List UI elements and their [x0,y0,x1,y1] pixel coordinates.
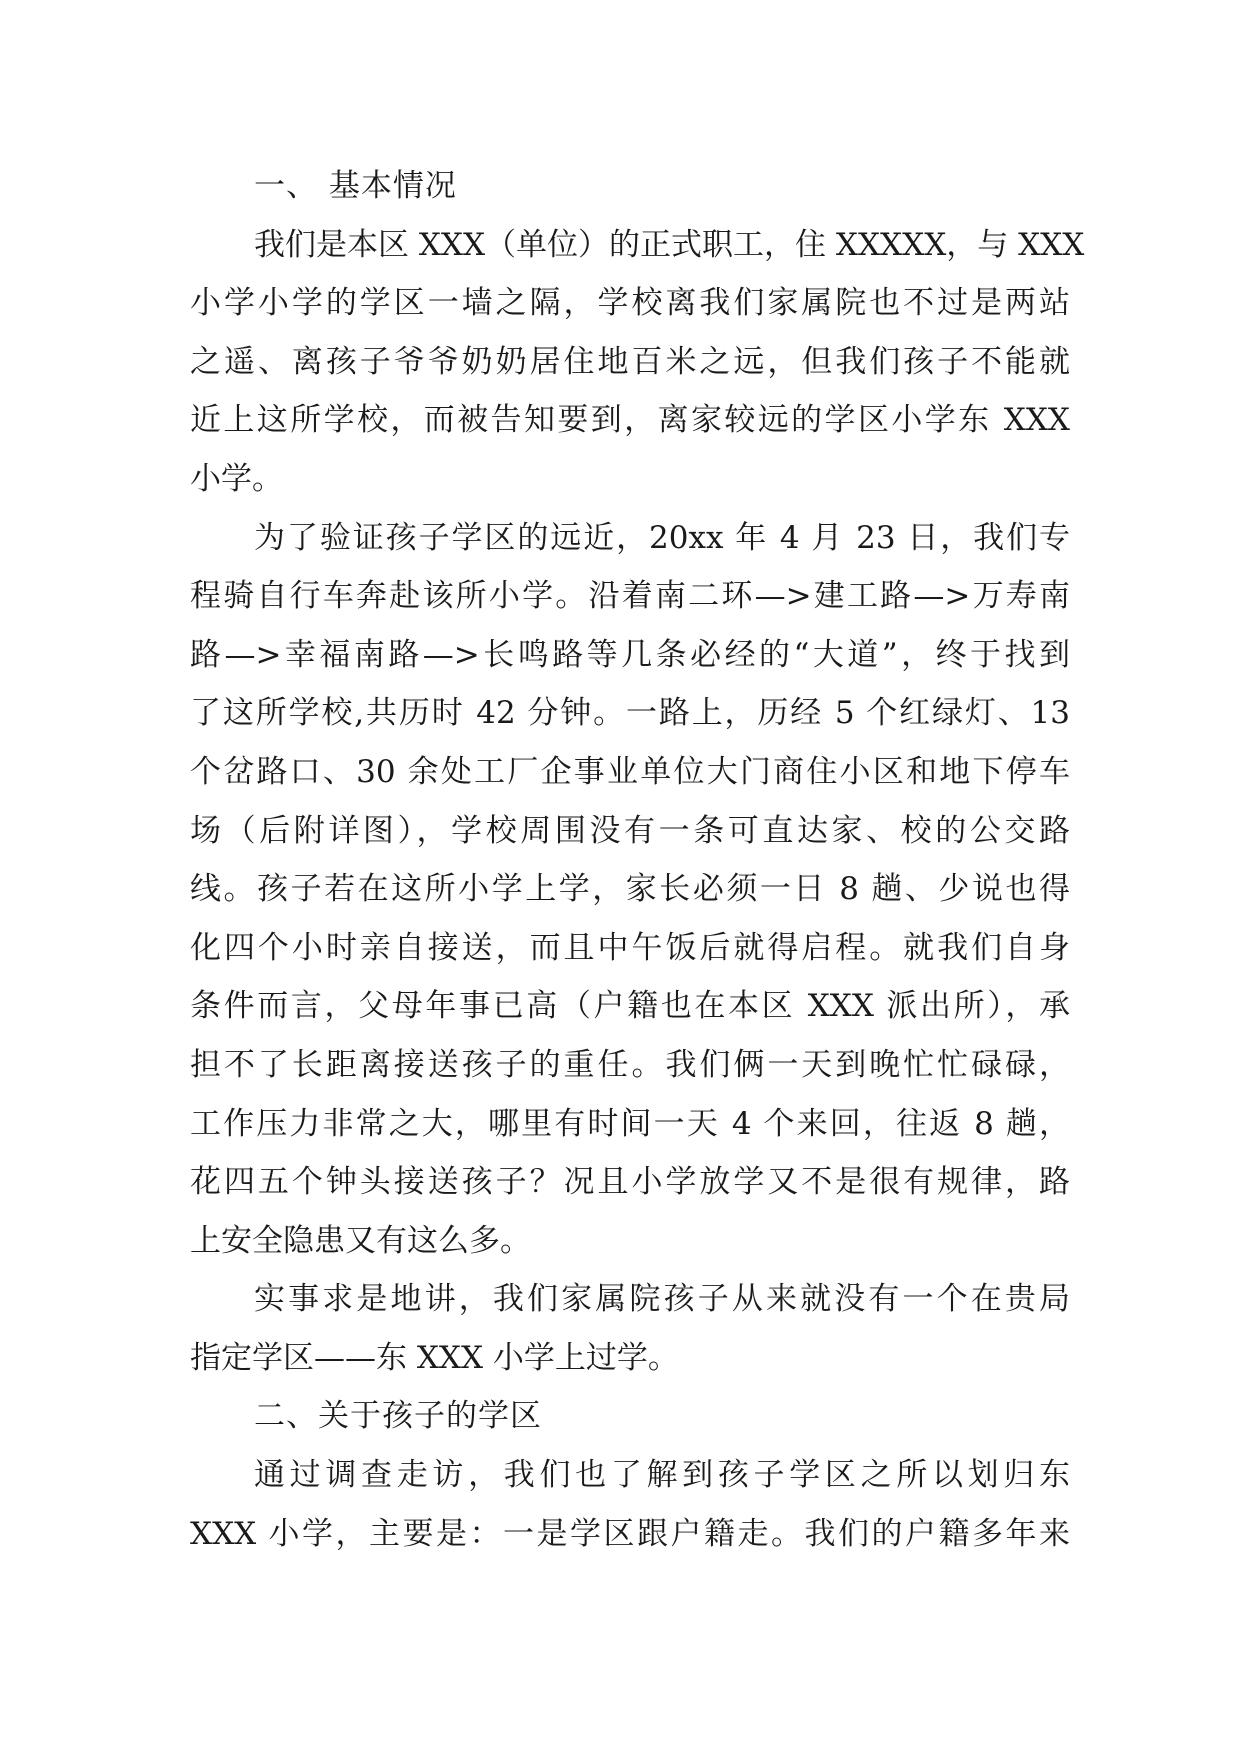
paragraph-line: XXX 小学，主要是：一是学区跟户籍走。我们的户籍多年来 [190,1515,1070,1552]
paragraph-line: 花四五个钟头接送孩子？况且小学放学又不是很有规律，路 [190,1164,1070,1201]
paragraph-line: 路—>幸福南路—>长鸣路等几条必经的“大道”，终于找到 [190,636,1070,673]
paragraph-line: 担不了长距离接送孩子的重任。我们俩一天到晚忙忙碌碌， [190,1046,1070,1083]
paragraph-line: 我们是本区 XXX（单位）的正式职工，住 XXXXX，与 XXX [254,226,1085,263]
paragraph-line: 近上这所学校，而被告知要到，离家较远的学区小学东 XXX [190,402,1070,439]
paragraph-line: 条件而言，父母年事已高（户籍也在本区 XXX 派出所），承 [190,988,1070,1025]
document-body [190,157,1085,1563]
paragraph-line: 上安全隐患又有这么多。 [190,1222,531,1259]
paragraph-line: 通过调查走访，我们也了解到孩子学区之所以划归东 [254,1457,1070,1494]
paragraph-line: 小学。 [190,460,283,497]
section-heading: 一、 基本情况 [254,168,457,204]
paragraph-line: 了这所学校,共历时 42 分钟。一路上，历经 5 个红绿灯、13 [190,695,1070,732]
paragraph-line: 化四个小时亲自接送，而且中午饭后就得启程。就我们自身 [190,929,1070,966]
section-heading: 二、关于孩子的学区 [254,1398,542,1435]
paragraph-line: 为了验证孩子学区的远近，20xx 年 4 月 23 日，我们专 [254,519,1070,556]
paragraph-line: 场（后附详图），学校周围没有一条可直达家、校的公交路 [190,812,1070,849]
paragraph-line: 工作压力非常之大，哪里有时间一天 4 个来回，往返 8 趟， [190,1105,1070,1142]
paragraph-line: 程骑自行车奔赴该所小学。沿着南二环—>建工路—>万寿南 [190,578,1070,615]
paragraph-line: 指定学区——东 XXX 小学上过学。 [190,1339,679,1376]
paragraph-line: 个岔路口、30 余处工厂企事业单位大门商住小区和地下停车 [190,753,1070,790]
paragraph-line: 实事求是地讲，我们家属院孩子从来就没有一个在贵局 [254,1281,1070,1318]
paragraph-line: 小学小学的学区一墙之隔，学校离我们家属院也不过是两站 [190,285,1070,322]
paragraph-line: 线。孩子若在这所小学上学，家长必须一日 8 趟、少说也得 [190,871,1070,908]
paragraph-line: 之遥、离孩子爷爷奶奶居住地百米之远，但我们孩子不能就 [190,343,1070,380]
